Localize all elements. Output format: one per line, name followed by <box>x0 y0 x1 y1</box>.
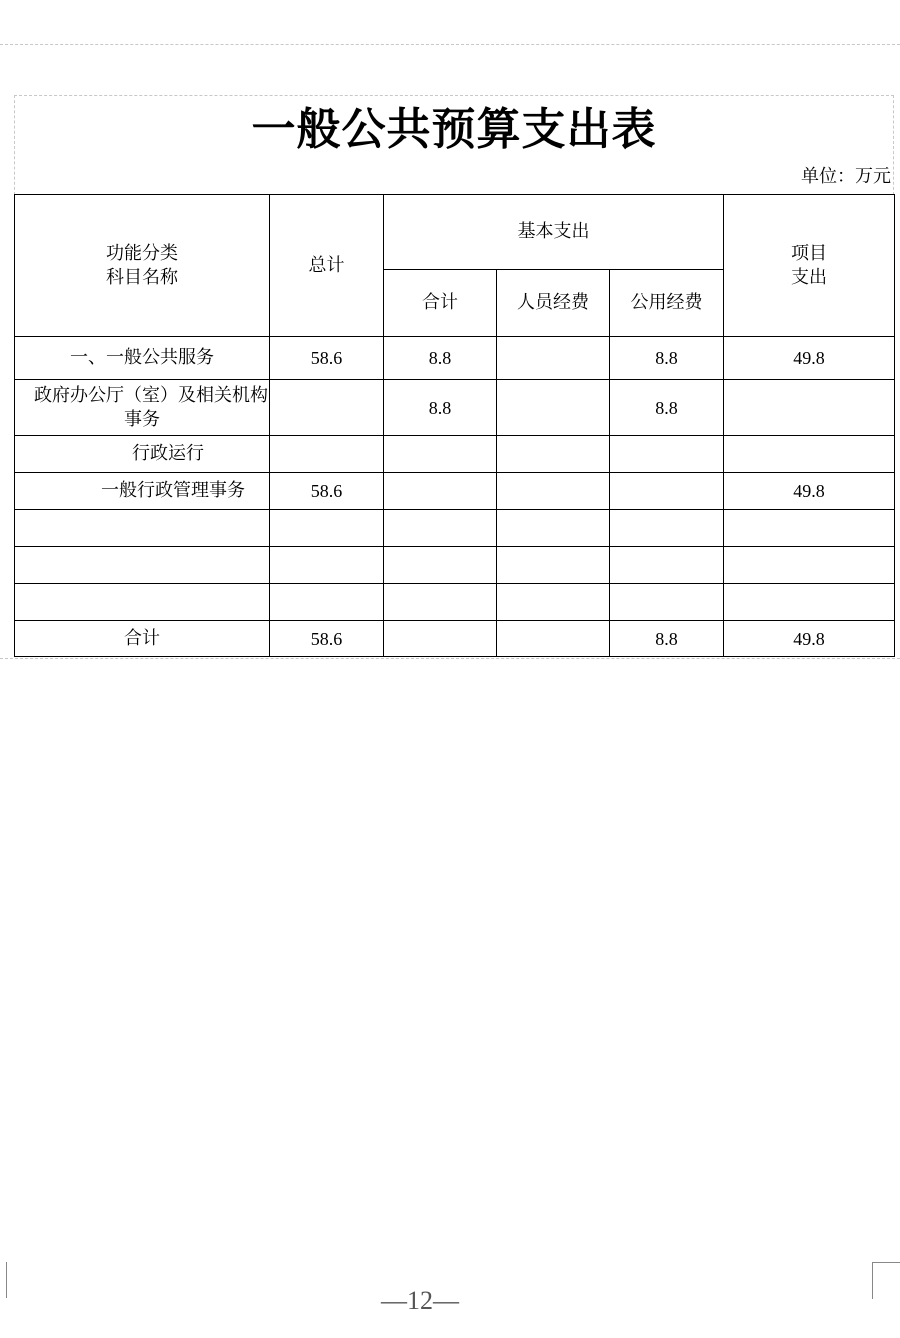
page-top-guide <box>0 44 900 45</box>
row-total: 58.6 <box>270 473 384 510</box>
empty-row <box>15 584 895 621</box>
row-public <box>610 436 724 473</box>
row-name: 一般行政管理事务 <box>15 473 270 510</box>
budget-table <box>14 194 895 657</box>
header-basic-sum: 合计 <box>384 270 497 337</box>
header-project-line2: 支出 <box>791 266 828 288</box>
table-row <box>15 337 895 380</box>
row-public: 8.8 <box>610 380 724 436</box>
total-row <box>15 621 895 657</box>
row-personnel <box>497 380 610 436</box>
frame-bottom-guide <box>0 658 900 659</box>
corner-mark-right <box>872 1262 900 1299</box>
row-project <box>724 380 895 436</box>
table-row <box>15 473 895 510</box>
frame-top-guide <box>14 95 894 96</box>
header-public: 公用经费 <box>610 270 724 337</box>
total-row-total: 58.6 <box>270 621 384 657</box>
header-basic: 基本支出 <box>384 195 724 270</box>
row-total <box>270 436 384 473</box>
total-row-project: 49.8 <box>724 621 895 657</box>
row-name: 一、一般公共服务 <box>15 337 270 380</box>
row-personnel <box>497 337 610 380</box>
header-category-line2: 科目名称 <box>106 266 178 288</box>
row-project: 49.8 <box>724 473 895 510</box>
header-category <box>15 195 270 337</box>
row-total: 58.6 <box>270 337 384 380</box>
header-category-line1: 功能分类 <box>106 242 178 264</box>
header-project <box>724 195 895 337</box>
row-project <box>724 436 895 473</box>
total-row-label: 合计 <box>15 621 270 657</box>
header-project-line1: 项目 <box>791 242 828 264</box>
header-personnel: 人员经费 <box>497 270 610 337</box>
total-row-public: 8.8 <box>610 621 724 657</box>
total-row-personnel <box>497 621 610 657</box>
row-personnel <box>497 436 610 473</box>
unit-label: 单位：万元 <box>801 166 891 187</box>
total-row-basic-sum <box>384 621 497 657</box>
table-row <box>15 380 895 436</box>
row-basic-sum <box>384 436 497 473</box>
empty-row <box>15 510 895 547</box>
page-title: 一般公共预算支出表 <box>251 104 657 155</box>
page-number: —12— <box>381 1286 459 1315</box>
table-row <box>15 436 895 473</box>
empty-row <box>15 547 895 584</box>
row-public <box>610 473 724 510</box>
row-total <box>270 380 384 436</box>
header-row-1 <box>15 195 895 270</box>
row-basic-sum: 8.8 <box>384 380 497 436</box>
header-total: 总计 <box>270 195 384 337</box>
corner-mark-left <box>0 1262 7 1298</box>
row-project: 49.8 <box>724 337 895 380</box>
row-basic-sum: 8.8 <box>384 337 497 380</box>
row-name: 行政运行 <box>15 436 270 473</box>
row-public: 8.8 <box>610 337 724 380</box>
row-name: 政府办公厅（室）及相关机构事务 <box>15 380 270 436</box>
row-personnel <box>497 473 610 510</box>
row-basic-sum <box>384 473 497 510</box>
